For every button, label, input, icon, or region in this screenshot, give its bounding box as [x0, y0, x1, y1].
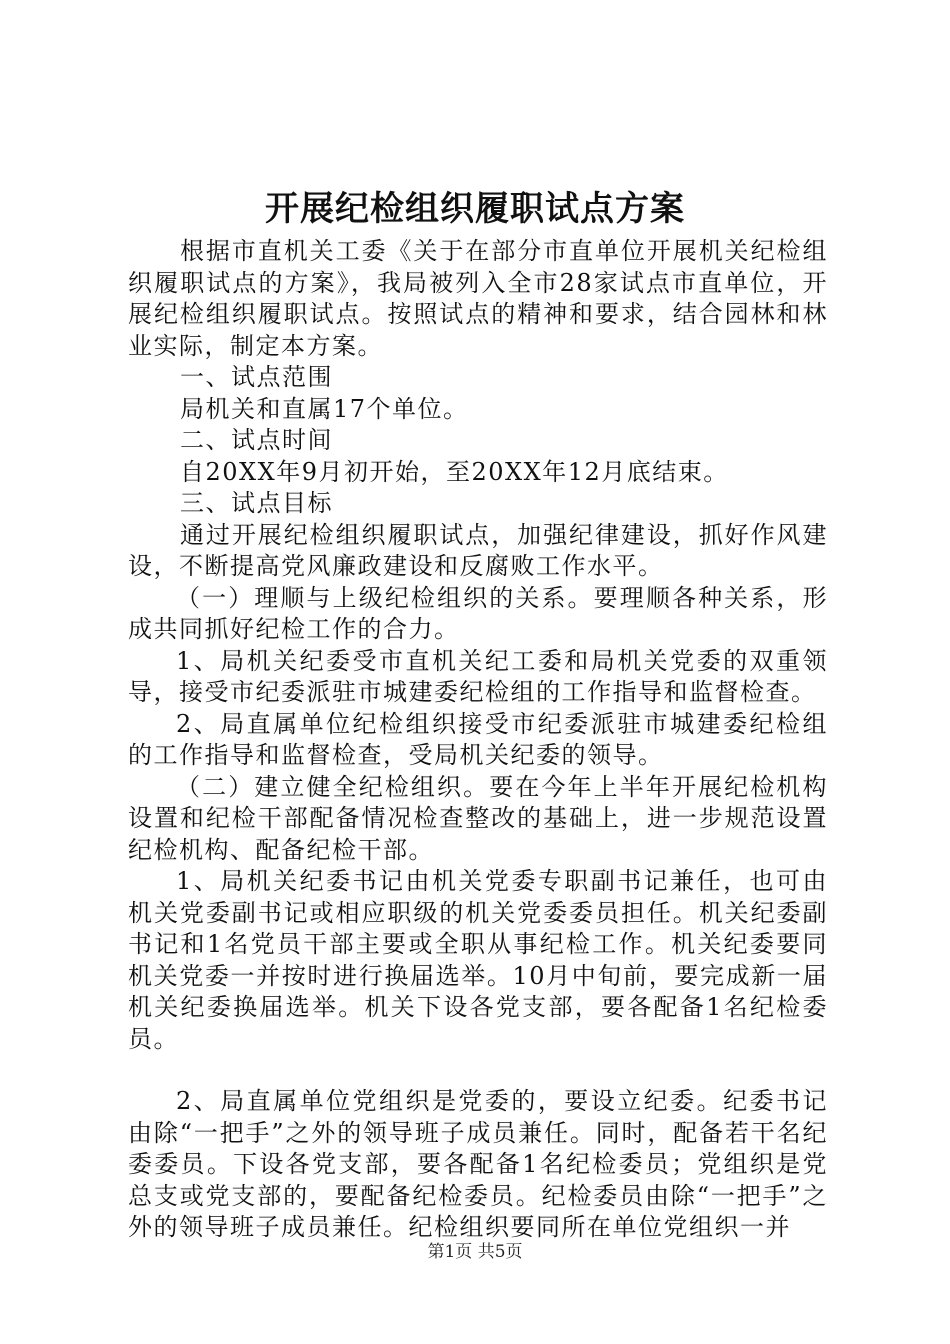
subheading-organization: （二）建立健全纪检组织。要在今年上半年开展纪检机构设置和纪检干部配备情况检查整改的基础上，进一步规范设置纪检机构、配备纪检干部。: [128, 772, 828, 864]
heading-scope: 一、试点范围: [180, 363, 333, 391]
paragraph-relations-2: 2、局直属单位纪检组织接受市纪委派驻市城建委纪检组的工作指导和监督检查，受局机关纪委的领导。: [128, 709, 828, 769]
page-footer: 第1页 共5页: [427, 1242, 523, 1262]
paragraph-time: 自20XX年9月初开始，至20XX年12月底结束。: [180, 457, 729, 486]
paragraph-scope: 局机关和直属17个单位。: [180, 394, 469, 423]
heading-goal: 三、试点目标: [180, 489, 333, 517]
heading-time: 二、试点时间: [180, 426, 333, 454]
paragraph-intro: 根据市直机关工委《关于在部分市直单位开展机关纪检组织履职试点的方案》，我局被列入全市28家试点市直单位，开展纪检组织履职试点。按照试点的精神和要求，结合园林和林业实际，制定本方案。: [128, 237, 828, 360]
paragraph-relations-1: 1、局机关纪委受市直机关纪工委和局机关党委的双重领导，接受市纪委派驻市城建委纪检组的工作指导和监督检查。: [128, 646, 828, 706]
subheading-relations: （一）理顺与上级纪检组织的关系。要理顺各种关系，形成共同抓好纪检工作的合力。: [128, 583, 828, 643]
paragraph-organization-2: 2、局直属单位党组织是党委的，要设立纪委。纪委书记由除“一把手”之外的领导班子成员兼任。同时，配备若干名纪委委员。下设各党支部，要各配备1名纪检委员；党组织是党总支或党支部的，要配备纪检委员。纪检委员由除“一把手”之外的领导班子成员兼任。纪检组织要同所在单位党组织一并: [128, 1087, 828, 1241]
document-body: [128, 236, 828, 1244]
document-title: 开展纪检组织履职试点方案: [265, 189, 685, 229]
paragraph-goal: 通过开展纪检组织履职试点，加强纪律建设，抓好作风建设，不断提高党风廉政建设和反腐败工作水平。: [128, 520, 828, 580]
paragraph-organization-1: 1、局机关纪委书记由机关党委专职副书记兼任，也可由机关党委副书记或相应职级的机关党委委员担任。机关纪委副书记和1名党员干部主要或全职从事纪检工作。机关纪委要同机关党委一并按时进行换届选举。10月中旬前，要完成新一届机关纪委换届选举。机关下设各党支部，要各配备1名纪检委员。: [128, 867, 828, 1053]
